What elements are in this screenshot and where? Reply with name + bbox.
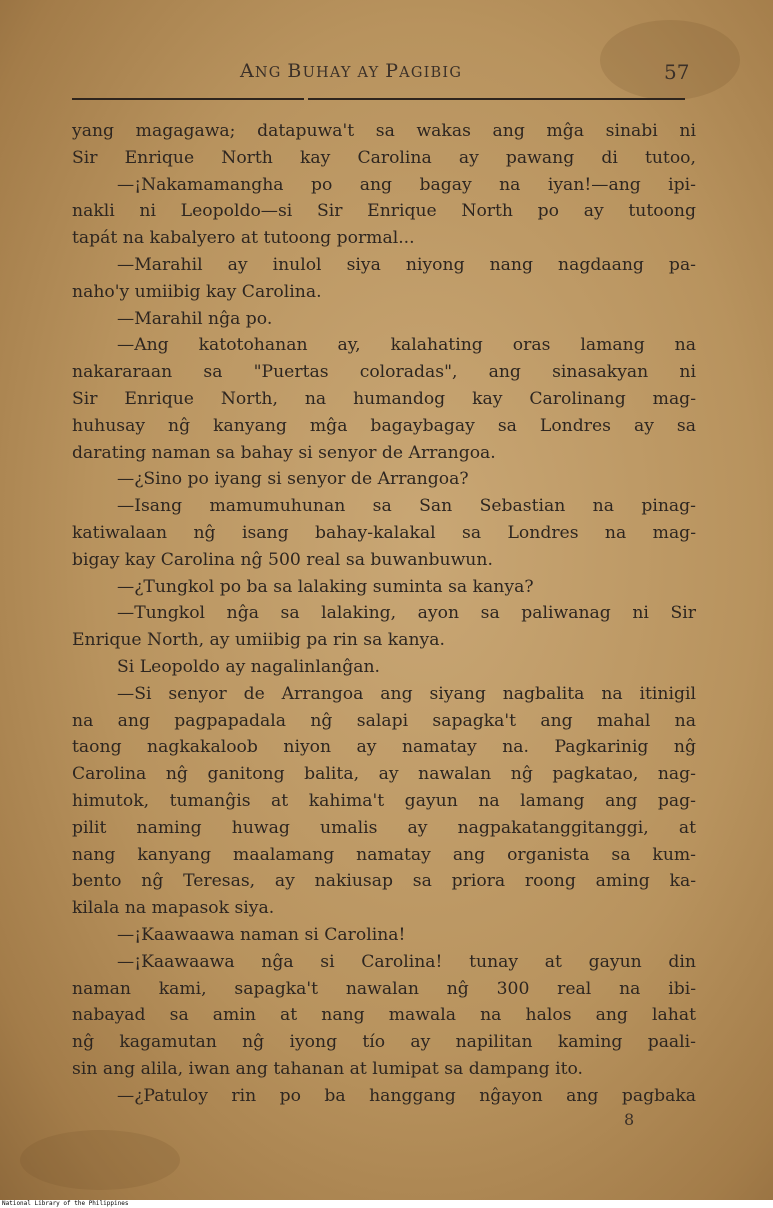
title-part: P — [385, 60, 400, 82]
text-line: —Isang mamumuhunan sa San Sebastian na pinag- — [117, 496, 696, 517]
text-line: sin ang alila, iwan ang tahanan at lumipat sa dampang ito. — [72, 1058, 584, 1079]
text-line: naho'y umiibig kay Carolina. — [72, 281, 322, 302]
text-line: taong nagkakaloob niyon ay namatay na. Pagkarinig nĝ — [72, 737, 696, 758]
text-line: —Marahil ay inulol siya niyong nang nagdaang pa- — [117, 254, 696, 275]
text-line: Si Leopoldo ay nagalinlanĝan. — [117, 656, 380, 677]
text-line: —¡Nakamamangha po ang bagay na iyan!—ang ipi- — [117, 174, 696, 195]
text-line: pilit naming huwag umalis ay nagpakatanggitanggi, at — [72, 817, 696, 838]
text-line: —Si senyor de Arrangoa ang siyang nagbalita na itinigil — [117, 683, 696, 704]
title-part: AY — [357, 65, 386, 81]
text-line: —¿Sino po iyang si senyor de Arrangoa? — [117, 469, 469, 490]
title-part: B — [287, 60, 303, 82]
paper-stain — [20, 1130, 180, 1190]
title-part: UHAY — [302, 65, 358, 81]
text-line: —Ang katotohanan ay, kalahating oras lamang na — [117, 335, 696, 356]
text-line: bento nĝ Teresas, ay nakiusap sa priora roong aming ka- — [72, 871, 696, 892]
running-title — [240, 60, 462, 82]
text-line: Carolina nĝ ganitong balita, ay nawalan nĝ pagkatao, nag- — [72, 764, 696, 785]
text-line: —¡Kaawaawa nĝa si Carolina! tunay at gayun din — [117, 951, 696, 972]
text-line: huhusay nĝ kanyang mĝa bagaybagay sa Londres ay sa — [72, 415, 696, 436]
text-line: nabayad sa amin at nang mawala na halos ang lahat — [72, 1005, 696, 1026]
text-line: —¿Patuloy rin po ba hanggang nĝayon ang pagbaka — [117, 1085, 696, 1106]
library-credit: National Library of the Philippines — [2, 1200, 129, 1207]
body-text — [72, 118, 696, 1109]
text-line: himutok, tumanĝis at kahima't gayun na lamang ang pag- — [72, 790, 696, 811]
header-rule-right — [308, 98, 685, 100]
text-line: nakli ni Leopoldo—si Sir Enrique North po ay tutoong — [72, 201, 696, 222]
text-line: —¿Tungkol po ba sa lalaking suminta sa kanya? — [117, 576, 534, 597]
text-line: nang kanyang maalamang namatay ang organista sa kum- — [72, 844, 696, 865]
text-line: na ang pagpapadala nĝ salapi sapagka't ang mahal na — [72, 710, 696, 731]
text-line: —Marahil nĝa po. — [117, 308, 273, 329]
title-part: A — [240, 60, 255, 82]
text-line: nakararaan sa "Puertas coloradas", ang sinasakyan ni — [72, 362, 696, 383]
title-part: AGIBIG — [399, 65, 463, 81]
header-rule-left — [72, 98, 304, 100]
text-line: yang magagawa; datapuwa't sa wakas ang mĝa sinabi ni — [72, 121, 696, 141]
text-line: kilala na mapasok siya. — [72, 898, 275, 919]
text-line: darating naman sa bahay si senyor de Arrangoa. — [72, 442, 496, 463]
page-number: 57 — [664, 60, 690, 84]
text-line: tapát na kabalyero at tutoong pormal... — [72, 228, 415, 249]
signature-mark: 8 — [624, 1110, 635, 1129]
title-part: NG — [254, 65, 288, 81]
text-line: Sir Enrique North kay Carolina ay pawang di tutoo, — [72, 147, 696, 168]
text-line: katiwalaan nĝ isang bahay-kalakal sa Londres na mag- — [72, 522, 696, 543]
text-line: —¡Kaawaawa naman si Carolina! — [117, 924, 406, 945]
text-line: Sir Enrique North, na humandog kay Carolinang mag- — [72, 388, 696, 409]
text-line: —Tungkol nĝa sa lalaking, ayon sa paliwanag ni Sir — [117, 603, 696, 624]
text-line: bigay kay Carolina nĝ 500 real sa buwanbuwun. — [72, 549, 493, 570]
text-line: naman kami, sapagka't nawalan nĝ 300 real na ibi- — [72, 978, 696, 999]
text-line: nĝ kagamutan nĝ iyong tío ay napilitan kaming paali- — [72, 1032, 696, 1053]
text-line: Enrique North, ay umiibig pa rin sa kanya. — [72, 630, 445, 651]
